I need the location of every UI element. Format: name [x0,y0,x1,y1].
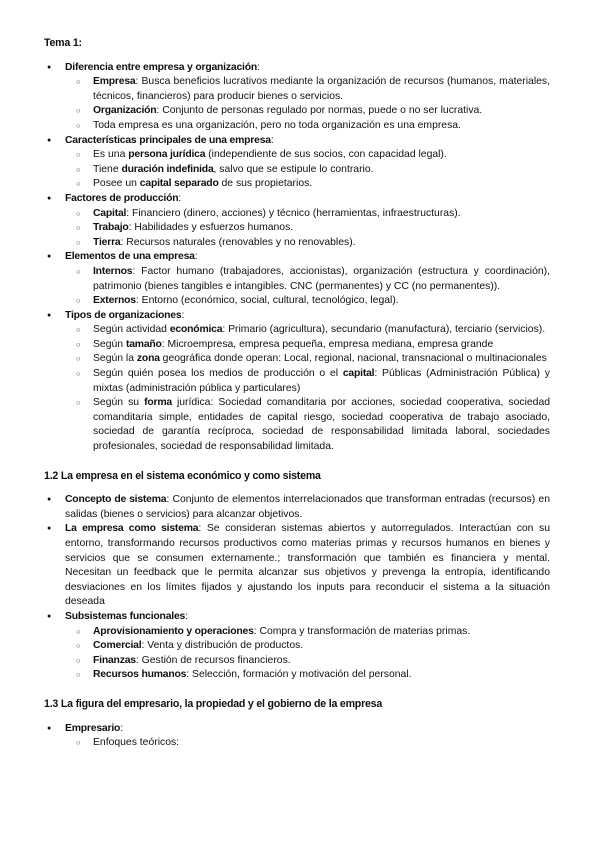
item-text: : [194,251,198,263]
section-heading: 1.3 La figura del empresario, la propiedad y el gobierno de la empresa [44,697,383,710]
item-text: : Públicas (Administración Pública) y mixtas (administración pública y particulares) [93,368,550,394]
bold-term: zona [136,353,160,365]
item-text: Según la [93,353,137,365]
list-item [44,61,550,134]
sub-list-item [44,625,550,640]
item-text: geográfica donde operan: Local, regional, nacional, transnacional o multinacionales [159,353,547,365]
bold-term: Finanzas [93,654,136,666]
sub-list [65,75,550,133]
bold-term: persona jurídica [128,149,206,161]
bold-term: Aprovisionamiento y operaciones [93,625,254,637]
item-text: : Compra y transformación de materias primas. [253,625,471,637]
sub-list-item [44,236,550,251]
sub-list [65,207,550,251]
sub-list-item [44,221,550,236]
bold-term: Recursos humanos [93,669,187,681]
list-item [44,722,550,751]
bold-term: Concepto de sistema [65,494,167,506]
list-item [44,250,550,308]
bullet-list [44,61,550,455]
item-text: Tiene [93,163,122,175]
item-text: : Conjunto de personas regulado por normas, puede o no ser lucrativa. [156,105,483,117]
sub-list [65,323,550,454]
list-item [44,522,550,610]
item-text: : Microempresa, empresa pequeña, empresa mediana, empresa grande [161,338,494,350]
sub-list [65,265,550,309]
item-text: Según su [93,397,145,409]
item-text: (independiente de sus socios, con capacidad legal). [205,149,447,161]
item-text: : Selección, formación y motivación del personal. [186,669,412,681]
bold-term: La empresa como sistema [65,523,199,535]
bold-term: Internos [93,265,133,277]
bullet-list [44,493,550,683]
bold-term: Subsistemas funcionales [65,610,186,622]
item-text: : [185,610,189,622]
item-text: : Financiero (dinero, acciones) y técnico (herramientas, infraestructuras). [126,207,461,219]
item-text: jurídica: Sociedad comanditaria por acciones, sociedad cooperativa, sociedad comanditaria simple, entidades de capital riesgo, sociedad cooperativa de trabajo asociado, sociedad de garantía recíproca, sociedad de responsabilidad limitada laboral, sociedades profesionales, sociedad de responsabilidad limitada. [93,397,550,453]
bold-term: Trabajo [93,222,129,234]
bullet-list [44,722,550,751]
list-item [44,610,550,683]
bold-term: Tipos de organizaciones [65,309,182,321]
sub-list-item [44,367,550,396]
list-item [44,192,550,250]
bold-term: Organización [93,105,157,117]
item-text: Toda empresa es una organización, pero no toda organización es una empresa. [93,119,461,131]
item-text: , salvo que se estipule lo contrario. [213,163,374,175]
item-text: : [181,309,185,321]
sub-list-item [44,119,550,134]
item-text: Según [93,338,126,350]
item-text: : Venta y distribución de productos. [141,640,304,652]
item-text: : [257,61,260,73]
sub-list-item [44,323,550,338]
item-text: : Se consideran sistemas abiertos y autorregulados. Interactúan con su entorno, transformando recursos productivos como materias primas y recursos humanos en bienes y servicios que se consumen externamente.; transformación que también es financiera y mental. Necesitan un feedback que le permita alcanzar sus objetivos y prevenga la entropía, identificando desviaciones en los límites fijados y ajustando los inputs para reconducir el sistema a la situación deseada [65,523,550,608]
item-text: de sus propietarios. [218,178,313,190]
sub-list-item [44,668,550,683]
bold-term: económica [169,324,223,336]
bold-term: Externos [93,295,136,307]
sub-list-item [44,177,550,192]
sub-list-item [44,338,550,353]
sub-list-item [44,163,550,178]
bold-term: Empresa [93,76,136,88]
item-text: : Primario (agricultura), secundario (manufactura), terciario (servicios). [222,324,546,336]
bold-term: Capital [93,207,127,219]
bold-term: capital [342,368,375,380]
bold-term: tamaño [125,338,162,350]
item-text: : [178,192,182,204]
item-text: : Conjunto de elementos interrelacionados que transforman entradas (recursos) en salidas (bienes o servicios) para alcanzar objetivos. [65,494,550,520]
item-text: : Gestión de recursos financieros. [135,654,291,666]
sub-list-item [44,639,550,654]
item-text: : Entorno (económico, social, cultural, tecnológico, legal). [135,295,399,307]
sub-list-item [44,294,550,309]
sub-list [65,625,550,683]
item-text: Posee un [93,178,140,190]
bold-term: duración indefinida [121,163,214,175]
sub-list [65,148,550,192]
list-item [44,493,550,522]
bold-term: Tierra [93,236,121,248]
item-text: : Factor humano (trabajadores, accionistas), organización (estructura y coordinación), patrimonio (bienes tangibles e intangibles. CNC (permanentes) y CC (no permanentes)). [93,265,550,292]
item-text: : [120,722,124,734]
item-text: : Recursos naturales (renovables y no renovables). [120,236,356,248]
bold-term: forma [144,397,172,409]
item-text: Según actividad [93,324,170,336]
sub-list-item [44,352,550,367]
item-text: Enfoques teóricos: [93,737,180,749]
item-text: : [270,134,274,146]
sub-list-item [44,736,550,751]
sub-list-item [44,104,550,119]
sub-list-item [44,75,550,104]
section-heading: Tema 1: [44,37,82,49]
bold-term: capital separado [139,178,219,190]
sub-list-item [44,265,550,294]
document-page [44,36,550,765]
item-text: Es una [93,149,129,161]
bold-term: Diferencia entre empresa y organización [65,61,258,73]
sub-list-item [44,207,550,222]
sub-list-item [44,148,550,163]
bold-term: Comercial [93,640,142,652]
sub-list-item [44,654,550,669]
bold-term: Empresario [65,722,121,734]
sub-list-item [44,396,550,454]
bold-term: Características principales de una empresa [65,134,271,146]
list-item [44,134,550,192]
item-text: : Busca beneficios lucrativos mediante la organización de recursos (humanos, materiales, técnicos, financieros) para producir bienes o servicios. [93,76,550,102]
list-item [44,309,550,455]
bold-term: Factores de producción [65,192,179,204]
bold-term: Elementos de una empresa [65,251,195,263]
sub-list [65,736,550,751]
item-text: : Habilidades y esfuerzos humanos. [128,222,294,234]
item-text: Según quién posea los medios de producción o el [93,368,343,380]
section-heading: 1.2 La empresa en el sistema económico y como sistema [44,469,321,482]
